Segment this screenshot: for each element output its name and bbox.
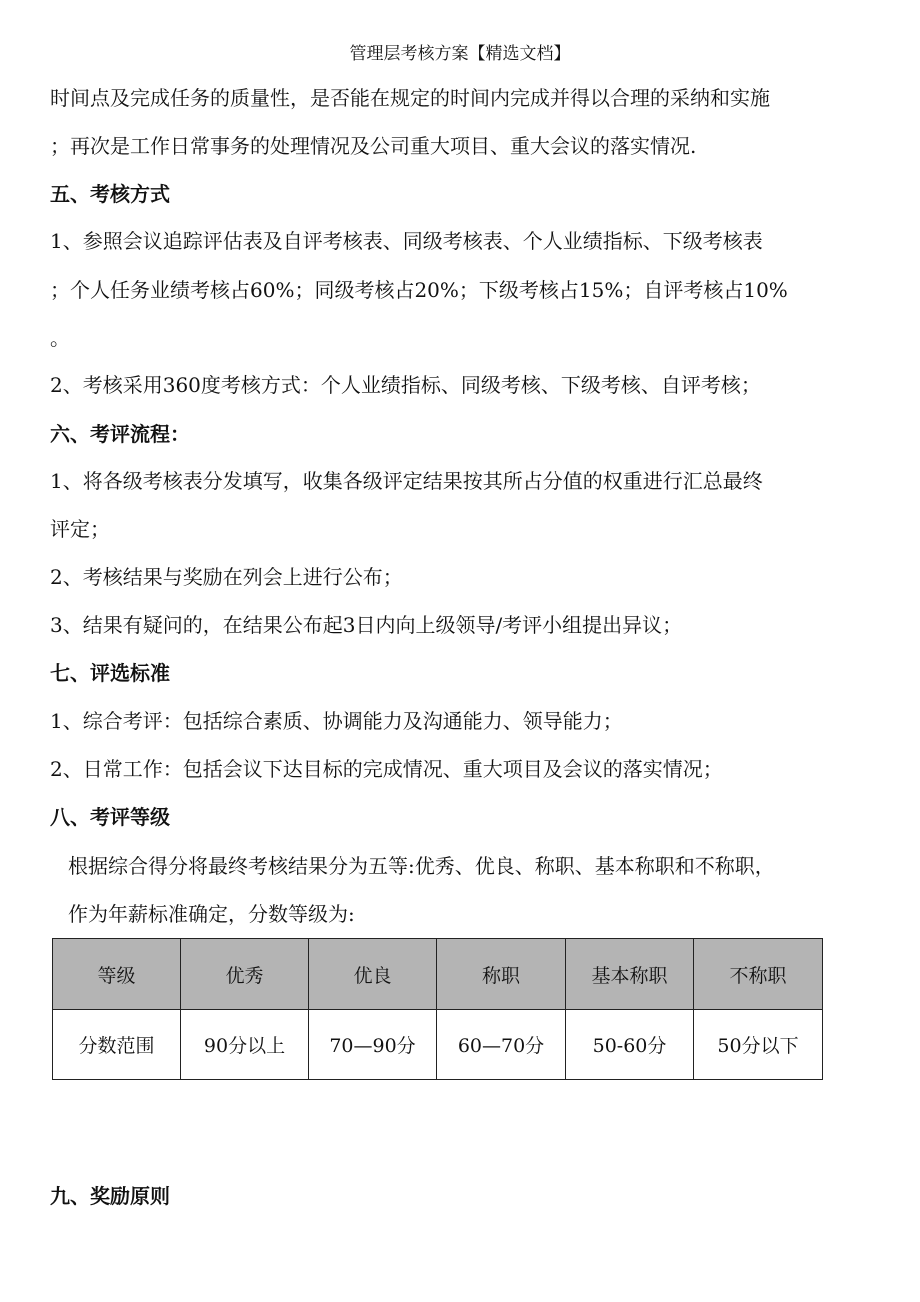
page-header: 管理层考核方案【精选文档】 (349, 44, 571, 64)
paragraph-line: 评定； (50, 517, 110, 541)
grade-score-cell: 50-60分 (566, 1010, 694, 1080)
paragraph-line: 作为年薪标准确定，分数等级为: (68, 902, 355, 926)
paragraph-line: 1、综合考评：包括综合素质、协调能力及沟通能力、领导能力； (50, 709, 623, 733)
grade-score-cell: 分数范围 (53, 1010, 181, 1080)
grade-table-header-row (53, 939, 823, 1010)
grade-score-cell: 90分以上 (181, 1010, 309, 1080)
paragraph-line: 根据综合得分将最终考核结果分为五等:优秀、优良、称职、基本称职和不称职， (68, 854, 775, 878)
paragraph-line: 2、考核采用360度考核方式：个人业绩指标、同级考核、下级考核、自评考核； (50, 373, 761, 397)
grade-header-cell: 优秀 (181, 939, 309, 1010)
section-heading-5: 五、考核方式 (50, 182, 170, 206)
grade-header-cell: 称职 (437, 939, 566, 1010)
grade-header-cell: 等级 (53, 939, 181, 1010)
section-heading-6: 六、考评流程： (50, 422, 190, 446)
paragraph-line: 。 (50, 326, 70, 350)
paragraph-line: 1、将各级考核表分发填写，收集各级评定结果按其所占分值的权重进行汇总最终 (50, 469, 763, 493)
section-heading-8: 八、考评等级 (50, 805, 170, 829)
paragraph-line: 3、结果有疑问的，在结果公布起3日内向上级领导/考评小组提出异议； (50, 613, 683, 637)
grade-header-cell: 优良 (309, 939, 437, 1010)
section-heading-9: 九、奖励原则 (50, 1184, 170, 1208)
paragraph-line: 时间点及完成任务的质量性，是否能在规定的时间内完成并得以合理的采纳和实施 (50, 86, 770, 110)
grade-header-cell: 基本称职 (566, 939, 694, 1010)
paragraph-line: ；再次是工作日常事务的处理情况及公司重大项目、重大会议的落实情况. (50, 134, 697, 158)
grade-table (52, 938, 823, 1080)
paragraph-line: 2、考核结果与奖励在列会上进行公布； (50, 565, 403, 589)
grade-score-cell: 70—90分 (309, 1010, 437, 1080)
paragraph-line: ；个人任务业绩考核占60%；同级考核占20%；下级考核占15%；自评考核占10% (50, 278, 788, 302)
paragraph-line: 1、参照会议追踪评估表及自评考核表、同级考核表、个人业绩指标、下级考核表 (50, 229, 763, 253)
grade-table-row (53, 1010, 823, 1080)
paragraph-line: 2、日常工作：包括会议下达目标的完成情况、重大项目及会议的落实情况； (50, 757, 723, 781)
section-heading-7: 七、评选标准 (50, 661, 170, 685)
grade-score-cell: 50分以下 (694, 1010, 823, 1080)
grade-score-cell: 60—70分 (437, 1010, 566, 1080)
grade-header-cell: 不称职 (694, 939, 823, 1010)
